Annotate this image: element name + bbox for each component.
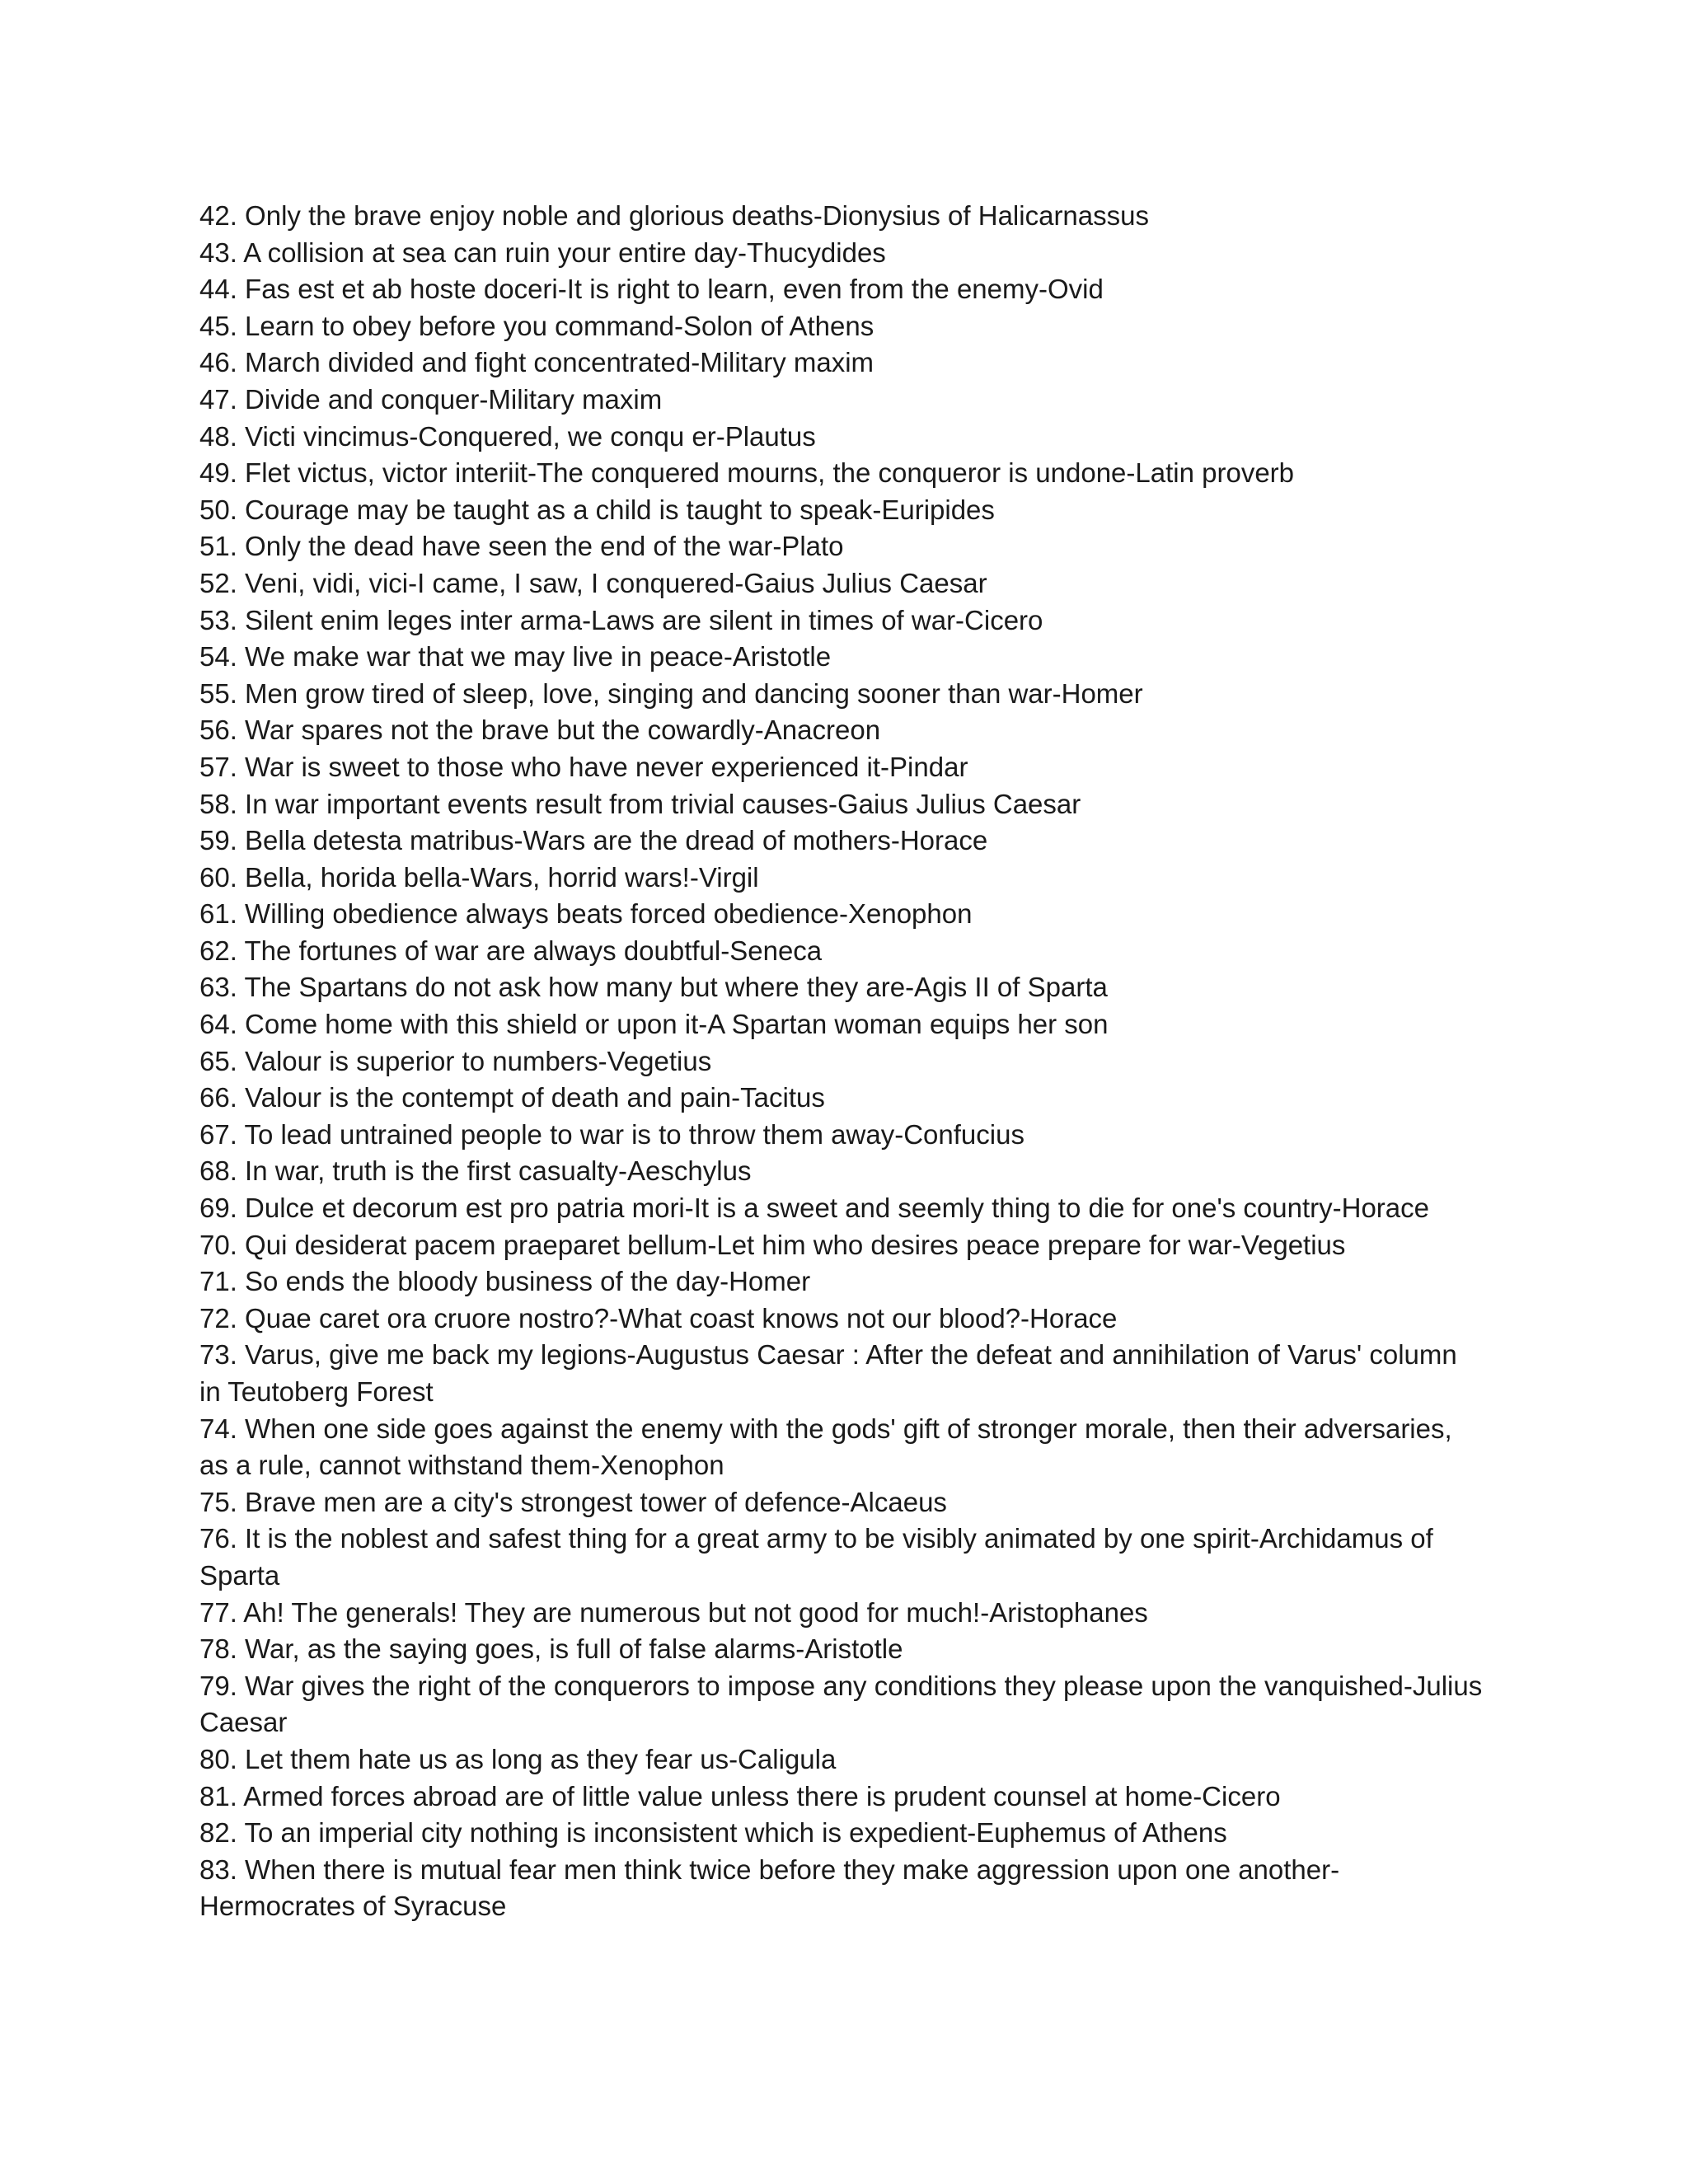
- quote-item: 47. Divide and conquer-Military maxim: [199, 383, 663, 415]
- quote-item: 52. Veni, vidi, vici-I came, I saw, I conquered-Gaius Julius Caesar: [199, 567, 987, 598]
- quote-item: 45. Learn to obey before you command-Solon of Athens: [199, 310, 874, 341]
- quote-item: 44. Fas est et ab hoste doceri-It is right to learn, even from the enemy-Ovid: [199, 274, 1104, 305]
- quote-item: 51. Only the dead have seen the end of the war-Plato: [199, 531, 844, 562]
- quote-item: 83. When there is mutual fear men think twice before they make aggression upon one another-Hermocrates of Syracuse: [199, 1854, 1340, 1922]
- quote-item: 77. Ah! The generals! They are numerous but not good for much!-Aristophanes: [199, 1596, 1148, 1628]
- quote-item: 79. War gives the right of the conquerors to impose any conditions they please upon the vanquished-Julius Caesar: [199, 1670, 1483, 1738]
- quote-item: 73. Varus, give me back my legions-Augustus Caesar : After the defeat and annihilation of Varus' column in Teutoberg Forest: [199, 1339, 1457, 1407]
- quote-item: 63. The Spartans do not ask how many but where they are-Agis II of Sparta: [199, 972, 1108, 1003]
- quote-item: 61. Willing obedience always beats forced obedience-Xenophon: [199, 898, 973, 930]
- quote-item: 60. Bella, horida bella-Wars, horrid wars!-Virgil: [199, 861, 759, 893]
- quote-item: 49. Flet victus, victor interiit-The conquered mourns, the conqueror is undone-Latin proverb: [199, 457, 1295, 489]
- quote-item: 48. Victi vincimus-Conquered, we conqu er-Plautus: [199, 420, 816, 452]
- quote-list: [199, 198, 1485, 1925]
- quote-item: 66. Valour is the contempt of death and pain-Tacitus: [199, 1082, 825, 1113]
- quote-item: 67. To lead untrained people to war is to throw them away-Confucius: [199, 1118, 1025, 1150]
- quote-item: 42. Only the brave enjoy noble and glorious deaths-Dionysius of Halicarnassus: [199, 200, 1149, 231]
- quote-item: 58. In war important events result from trivial causes-Gaius Julius Caesar: [199, 788, 1081, 819]
- quote-item: 68. In war, truth is the first casualty-Aeschylus: [199, 1155, 752, 1187]
- quote-item: 46. March divided and fight concentrated-Military maxim: [199, 347, 874, 378]
- quote-item: 57. War is sweet to those who have never experienced it-Pindar: [199, 751, 968, 782]
- quote-item: 65. Valour is superior to numbers-Vegetius: [199, 1045, 712, 1076]
- quote-item: 62. The fortunes of war are always doubtful-Seneca: [199, 935, 823, 966]
- quote-item: 56. War spares not the brave but the cowardly-Anacreon: [199, 715, 881, 746]
- quote-item: 59. Bella detesta matribus-Wars are the dread of mothers-Horace: [199, 825, 988, 856]
- quote-item: 72. Quae caret ora cruore nostro?-What coast knows not our blood?-Horace: [199, 1302, 1118, 1333]
- quote-item: 74. When one side goes against the enemy with the gods' gift of stronger morale, then their adversaries, as a rule, cannot withstand them-Xenophon: [199, 1413, 1452, 1481]
- quote-item: 71. So ends the bloody business of the day-Homer: [199, 1266, 811, 1297]
- quote-item: 78. War, as the saying goes, is full of false alarms-Aristotle: [199, 1633, 903, 1665]
- quote-item: 81. Armed forces abroad are of little value unless there is prudent counsel at home-Cicero: [199, 1780, 1281, 1811]
- quote-item: 43. A collision at sea can ruin your entire day-Thucydides: [199, 237, 886, 268]
- quote-item: 54. We make war that we may live in peace-Aristotle: [199, 641, 832, 673]
- quote-item: 53. Silent enim leges inter arma-Laws are silent in times of war-Cicero: [199, 604, 1043, 635]
- quote-item: 50. Courage may be taught as a child is taught to speak-Euripides: [199, 494, 995, 525]
- quote-item: 69. Dulce et decorum est pro patria mori-It is a sweet and seemly thing to die for one's country-Horace: [199, 1193, 1429, 1224]
- quote-item: 76. It is the noblest and safest thing for a great army to be visibly animated by one spirit-Archidamus of Sparta: [199, 1523, 1433, 1591]
- quote-item: 80. Let them hate us as long as they fear us-Caligula: [199, 1743, 837, 1774]
- quote-item: 64. Come home with this shield or upon it-A Spartan woman equips her son: [199, 1009, 1109, 1040]
- quote-item: 82. To an imperial city nothing is inconsistent which is expedient-Euphemus of Athens: [199, 1817, 1227, 1849]
- quote-item: 75. Brave men are a city's strongest tower of defence-Alcaeus: [199, 1486, 947, 1517]
- quote-item: 55. Men grow tired of sleep, love, singing and dancing sooner than war-Homer: [199, 677, 1143, 709]
- quote-item: 70. Qui desiderat pacem praeparet bellum-Let him who desires peace prepare for war-Vegetius: [199, 1229, 1346, 1260]
